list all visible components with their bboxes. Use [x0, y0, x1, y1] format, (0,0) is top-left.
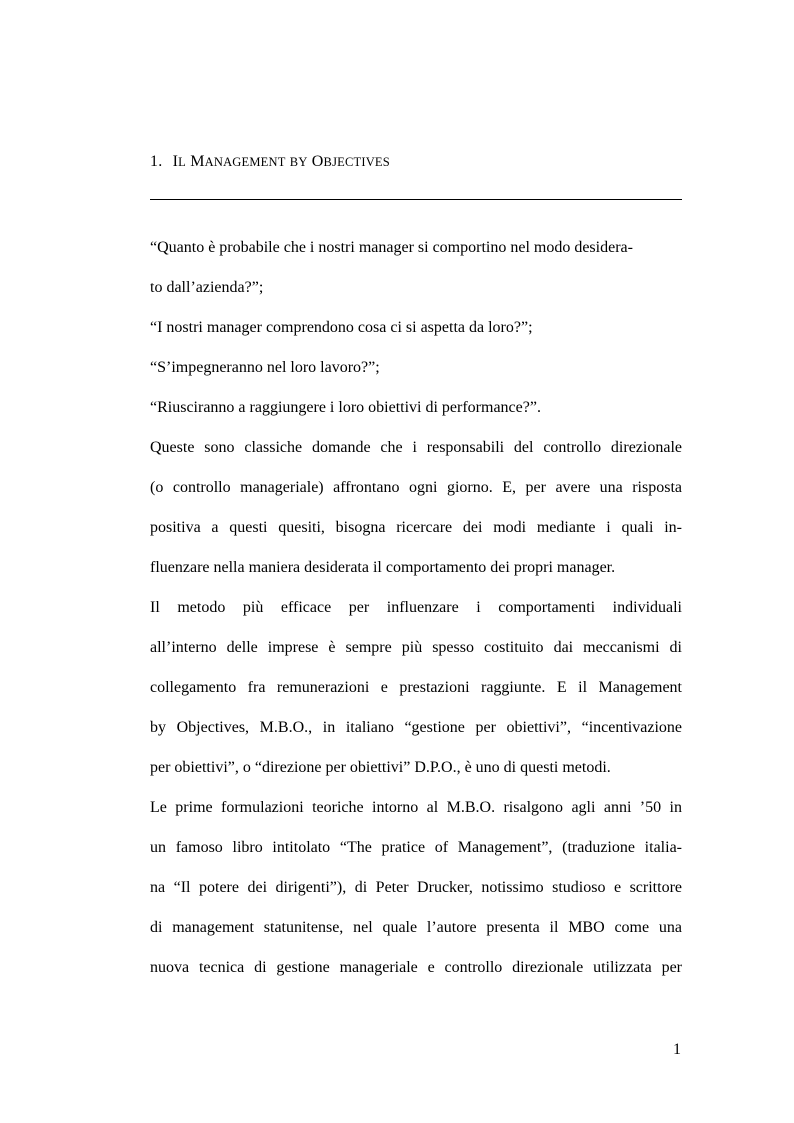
- text-line: Le prime formulazioni teoriche intorno al M.B.O. risalgono agli anni ’50 in: [150, 799, 682, 816]
- text-line: positiva a questi quesiti, bisogna ricercare dei modi mediante i quali in-: [150, 519, 682, 536]
- text-line: (o controllo manageriale) affrontano ogni giorno. E, per avere una risposta: [150, 479, 682, 496]
- text-line: by Objectives, M.B.O., in italiano “gestione per obiettivi”, “incentivazione: [150, 719, 682, 736]
- text-line: “Riusciranno a raggiungere i loro obiettivi di performance?”.: [150, 399, 541, 416]
- chapter-heading: [150, 153, 390, 171]
- text-line: na “Il potere dei dirigenti”), di Peter Drucker, notissimo studioso e scrittore: [150, 879, 682, 896]
- title-word-il: IL: [172, 153, 186, 170]
- text-line: per obiettivi”, o “direzione per obiettivi” D.P.O., è uno di questi metodi.: [150, 759, 611, 776]
- text-line: collegamento fra remunerazioni e prestazioni raggiunte. E il Management: [150, 679, 682, 696]
- heading-rule: [150, 199, 682, 200]
- text-line: “I nostri manager comprendono cosa ci si aspetta da loro?”;: [150, 319, 533, 336]
- text-line: to dall’azienda?”;: [150, 279, 264, 296]
- chapter-number: 1.: [150, 153, 163, 170]
- text-line: all’interno delle imprese è sempre più spesso costituito dai meccanismi di: [150, 639, 682, 656]
- text-line: Queste sono classiche domande che i responsabili del controllo direzionale: [150, 439, 682, 456]
- text-line: “Quanto è probabile che i nostri manager si comportino nel modo desidera-: [150, 239, 633, 256]
- title-word-objectives: OBJECTIVES: [311, 153, 390, 170]
- text-line: un famoso libro intitolato “The pratice of Management”, (traduzione italia-: [150, 839, 682, 856]
- text-line: “S’impegneranno nel loro lavoro?”;: [150, 359, 380, 376]
- title-word-by: BY: [289, 155, 308, 169]
- chapter-title: [173, 153, 390, 170]
- title-word-management: MANAGEMENT: [190, 153, 286, 170]
- page-number: 1: [673, 1041, 681, 1058]
- text-line: Il metodo più efficace per influenzare i comportamenti individuali: [150, 599, 682, 616]
- text-line: nuova tecnica di gestione manageriale e controllo direzionale utilizzata per: [150, 959, 682, 976]
- text-line: fluenzare nella maniera desiderata il comportamento dei propri manager.: [150, 559, 616, 576]
- text-line: di management statunitense, nel quale l’autore presenta il MBO come una: [150, 919, 682, 936]
